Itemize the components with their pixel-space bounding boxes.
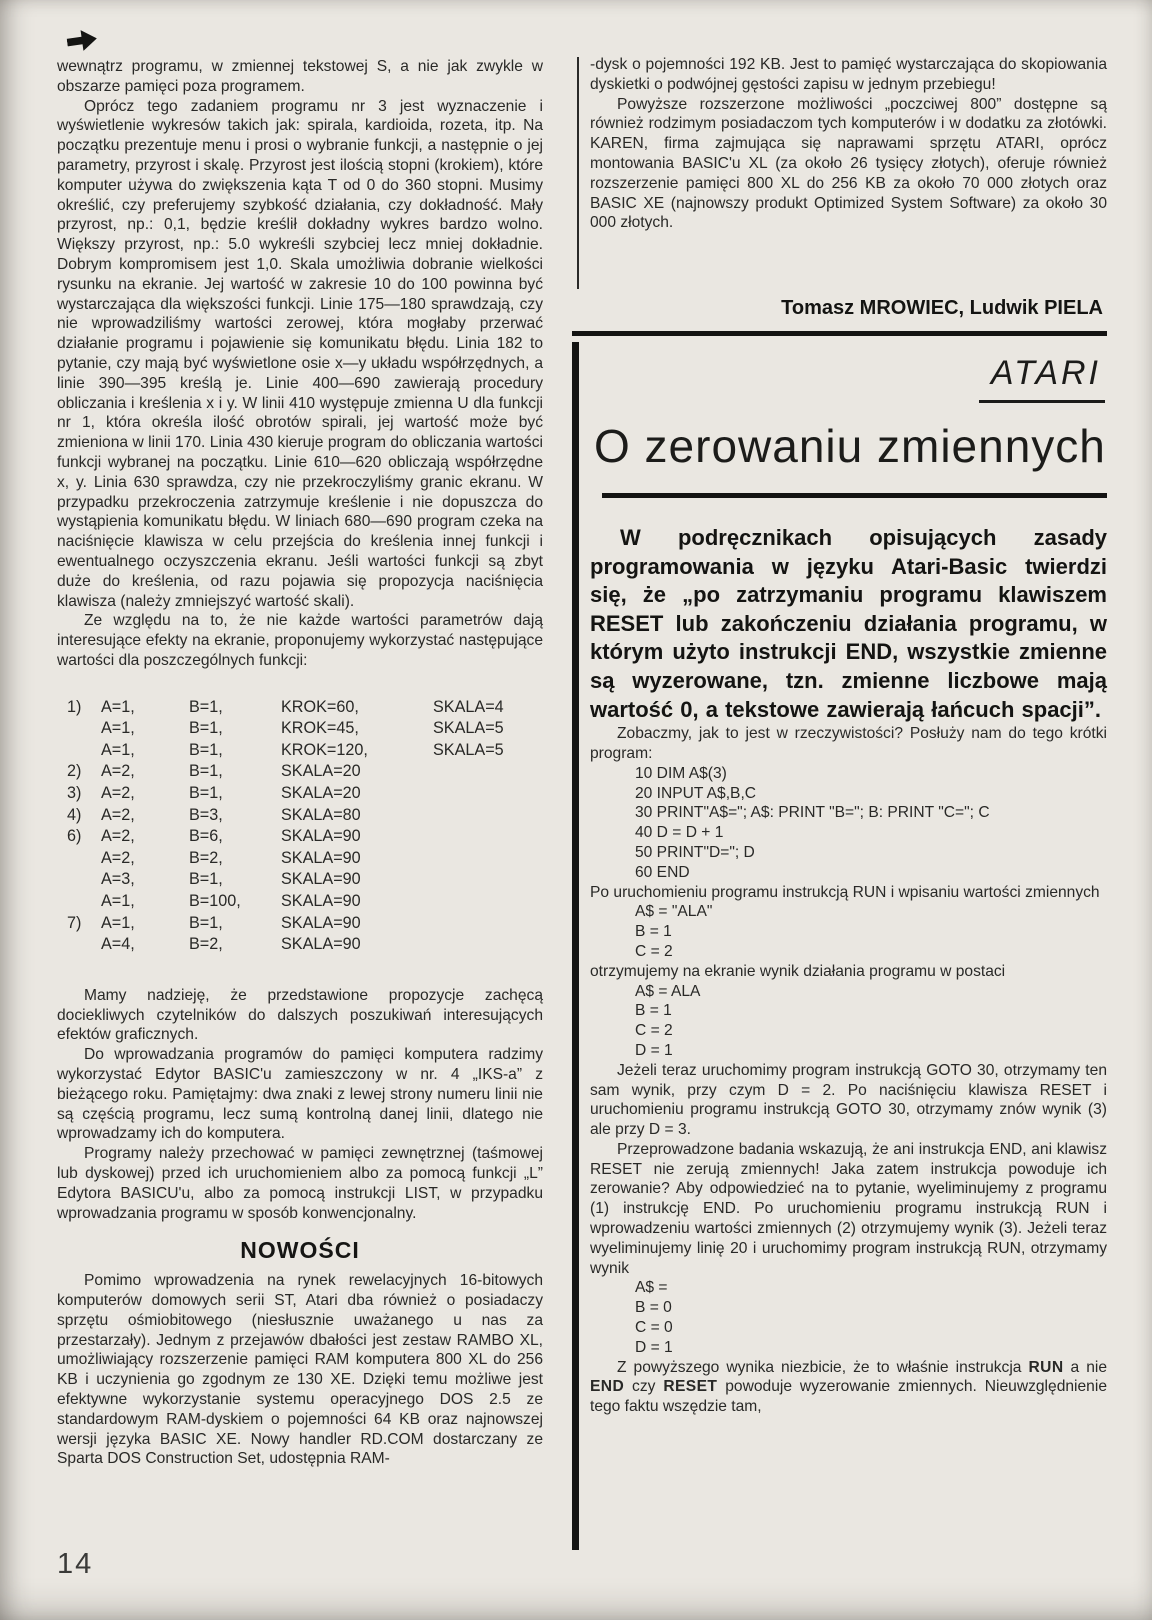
code-line: 50 PRINT"D="; D: [635, 843, 755, 861]
basic-listing: [590, 764, 1107, 883]
code-line: 60 END: [635, 863, 690, 881]
byline: Tomasz MROWIEC, Ludwik PIELA: [781, 297, 1103, 319]
table-row: 2) A=2, B=1, SKALA=20: [67, 762, 361, 781]
body-paragraph: Pomimo wprowadzenia na rynek rewelacyjnych 16-bitowych komputerów domowych serii ST, Atari dba również o posiadaczy sprzętu ośmiobitowego (niesłusznie uważanego u nas za przestarzały). Jednym z przejawów dbałości jest zestaw RAMBO XL, umożliwiający rozszerzenie pamięci RAM komputera 800 XL do 256 KB i uczynienia go zgodnym ze 130 XE. Dzięki temu możliwe jest efektywne wykorzystanie systemu operacyjnego DOS 2.5 ze standardowym RAM-dyskiem o pojemności 64 KB oraz najnowszej wersji języka BASIC XE. Nowy handler RD.COM dostarczany ze Sparta DOS Construction Set, udostępnia RAM-: [57, 1272, 543, 1468]
value-line: A$ = ALA: [635, 982, 701, 1000]
body-paragraph: Powyższe rozszerzone możliwości „poczciwej 800” dostępne są również rodzimym posiadaczom tych komputerów i w dodatku za złotówki. KAREN, firma zajmująca się naprawami sprzętu ATARI, oprócz montowania BASIC'u XL (za około 26 tysięcy złotych), oferuje również rozszerzenie pamięci 800 XL do 256 KB za około 70 000 złotych oraz BASIC XE (najnowszy produkt Optimized System Software) za około 30 000 złotych.: [590, 95, 1107, 232]
kicker-row: [590, 354, 1105, 403]
output-values: [590, 982, 1107, 1061]
body-paragraph: Ze względu na to, że nie każde wartości parametrów dają interesujące efekty na ekranie, proponujemy wykorzystać następujące wartości dla poszczególnych funkcji:: [57, 612, 543, 669]
byline-rule: [572, 331, 1107, 336]
body-paragraph: Mamy nadzieję, że przedstawione propozycje zachęcą dociekliwych czytelników do dalszych poszukiwań interesujących efektów graficznych.: [57, 986, 543, 1044]
code-line: 40 D = D + 1: [635, 824, 724, 842]
value-line: D = 1: [635, 1338, 673, 1356]
table-row: 1) A=1, B=1, KROK=60, SKALA=4: [67, 697, 504, 716]
code-line: 20 INPUT A$,B,C: [635, 784, 757, 802]
table-row: A=2, B=2, SKALA=90: [101, 848, 361, 867]
left-column: [57, 30, 543, 1469]
article-title: O zerowaniu zmiennych: [594, 420, 1106, 472]
title-rule: [602, 493, 1107, 498]
left-column-text: [57, 30, 543, 1469]
closing-paragraph: Z powyższego wynika niezbicie, że to właśnie instrukcja RUN a nie END czy RESET powoduje wyzerowanie zmiennych. Nieuwzględnienie tego faktu wszędzie tam,: [590, 1358, 1107, 1416]
body-paragraph: Zobaczmy, jak to jest w rzeczywistości? Posłuży nam do tego krótki program:: [590, 725, 1107, 762]
value-line: B = 1: [635, 923, 672, 941]
result-values: [590, 1278, 1107, 1357]
body-paragraph: wewnątrz programu, w zmiennej tekstowej S, a nie jak zwykle w obszarze pamięci poza programem.: [57, 58, 543, 95]
table-row: 3) A=2, B=1, SKALA=20: [67, 784, 361, 803]
section-heading-nowosci: NOWOŚCI: [240, 1237, 360, 1264]
right-column-top-text: [572, 55, 1107, 233]
parameters-table: [67, 697, 543, 956]
article-o-zerowaniu-zmiennych: [572, 342, 1107, 1550]
value-line: C = 2: [635, 942, 673, 960]
right-column: [572, 55, 1107, 1416]
value-line: D = 1: [635, 1041, 673, 1059]
body-paragraph: otrzymujemy na ekranie wynik działania programu w postaci: [590, 962, 1006, 980]
value-line: B = 1: [635, 1002, 672, 1020]
table-row: A=1, B=100, SKALA=90: [101, 892, 361, 911]
body-paragraph: -dysk o pojemności 192 KB. Jest to pamięć wystarczająca do skopiowania dyskietki o podwójnej gęstości zapisu w jednym przebiegu!: [590, 56, 1107, 93]
article-body: [590, 524, 1107, 1417]
table-row: A=1, B=1, KROK=120, SKALA=5: [101, 740, 504, 759]
body-paragraph: Oprócz tego zadaniem programu nr 3 jest wyznaczenie i wyświetlenie wykresów takich jak: spirala, kardioida, rozeta, itp. Na początku prezentuje menu i prosi o wybranie funkcji, a następnie o jej parametry, przyrost i skalę. Przyrost jest ilością stopni (krokiem), które komputer używa do zwiększenia kąta T od 0 do 360 stopni. Musimy określić, czy preferujemy szybkość działania, czy dokładność. Mały przyrost, np.: 0,1, będzie kreślił dokładny wykres bardzo wolno. Większy przyrost, np.: 5.0 wykreśli szybciej lecz mniej dokładnie. Dobrym kompromisem jest 1,0. Skala umożliwia dobranie wielkości rysunku na ekranie. Jej wartość w zakresie 10 do 100 powinna być wystarczająca dla większości funkcji. Linie 175—180 sprawdzają, czy nie wprowadziliśmy wartości zerowej, która mogłaby przerwać działanie programu i pojawienie się komunikatu błędu. Linia 182 to pytanie, czy mają być wyświetlone osie x—y układu współrzędnych, a linie 390—395 kreślą je. Linie 400—690 zawierają procedury obliczania i kreślenia x i y. W linii 410 występuje zmienna U dla funkcji nr 1, która określa ilość obrotów spirali, jej wartość może być zmieniona w linii 170. Linia 430 kieruje program do obliczania wartości funkcji wybranej na początku. Linie 610—620 obliczają współrzędne x, y. Linia 630 sprawdza, czy nie przekroczyliśmy granic ekranu. W przypadku przekroczenia zatrzymuje kreślenie i nie dopuszcza do wystąpienia komunikatu błędu. W liniach 680—690 program czeka na naciśnięcie klawisza w celu przejścia do kreślenia innej funkcji i ewentualnego oczyszczenia ekranu. Jeśli wartości funkcji są zbyt duże do kreślenia, od razu pojawia się propozycja naciśnięcia klawisza (należy zmniejszyć wartość skali).: [57, 97, 543, 610]
value-line: B = 0: [635, 1299, 672, 1317]
table-row: A=4, B=2, SKALA=90: [101, 935, 361, 954]
table-row: 7) A=1, B=1, SKALA=90: [67, 913, 361, 932]
value-line: A$ =: [635, 1279, 668, 1297]
page-number: 14: [57, 1548, 94, 1580]
table-row: 6) A=2, B=6, SKALA=90: [67, 827, 361, 846]
body-paragraph: Programy należy przechować w pamięci zewnętrznej (taśmowej lub dyskowej) przed ich uruchomieniem albo za pomocą funkcji „L” Edytora BASICU'u, albo za pomocą instrukcji LIST, w przypadku wprowadzania programu w sposób konwencjonalny.: [57, 1145, 543, 1222]
kicker-atari: ATARI: [979, 354, 1105, 403]
code-line: 30 PRINT"A$="; A$: PRINT "B="; B: PRINT "C="; C: [635, 804, 990, 822]
lead-paragraph: W podręcznikach opisujących zasady programowania w języku Atari-Basic twierdzi się, że „po zatrzymaniu programu klawiszem RESET lub zakończeniu działania programu, w którym użyto instrukcji END, wszystkie zmienne są wyzerowane, tzn. zmienne liczbowe mają wartość 0, a tekstowe zawierają łańcuch spacji”.: [590, 525, 1107, 722]
body-paragraph: Po uruchomieniu programu instrukcją RUN i wpisaniu wartości zmiennych: [590, 883, 1100, 901]
table-row: 4) A=2, B=3, SKALA=80: [67, 805, 361, 824]
value-line: C = 0: [635, 1319, 673, 1337]
value-line: A$ = "ALA": [635, 903, 713, 921]
table-row: A=1, B=1, KROK=45, SKALA=5: [101, 719, 504, 738]
body-paragraph: Przeprowadzone badania wskazują, że ani instrukcja END, ani klawisz RESET nie zerują zmiennych! Jaka zatem instrukcja powoduje ich zerowanie? Aby odpowiedzieć na to pytanie, wyeliminujemy z programu (1) instrukcję END. Po uruchomieniu programu instrukcją RUN i wprowadzeniu wartości zmiennych (2) otrzymujemy wynik (3). Jeżeli teraz wyeliminujemy linię 20 i uruchomimy program instrukcją RUN, otrzymamy wynik: [590, 1140, 1107, 1277]
value-line: C = 2: [635, 1022, 673, 1040]
input-values: [590, 902, 1107, 961]
code-line: 10 DIM A$(3): [635, 764, 727, 782]
body-paragraph: Jeżeli teraz uruchomimy program instrukcją GOTO 30, otrzymamy ten sam wynik, przy czym D = 2. Po naciśnięciu klawisza RESET i uruchomieniu programu instrukcją GOTO 30, otrzymamy znów wynik (3) ale przy D = 3.: [590, 1061, 1107, 1139]
body-paragraph: Do wprowadzania programów do pamięci komputera radzimy wykorzystać Edytor BASIC'u zamieszczony w nr. 4 „IKS-a” z bieżącego roku. Pamiętajmy: dwa znaki z lewej strony numeru linii nie są częścią programu, lecz sumą kontrolną danej linii, dlatego nie wprowadzamy ich do komputera.: [57, 1046, 543, 1143]
table-row: A=3, B=1, SKALA=90: [101, 870, 361, 889]
